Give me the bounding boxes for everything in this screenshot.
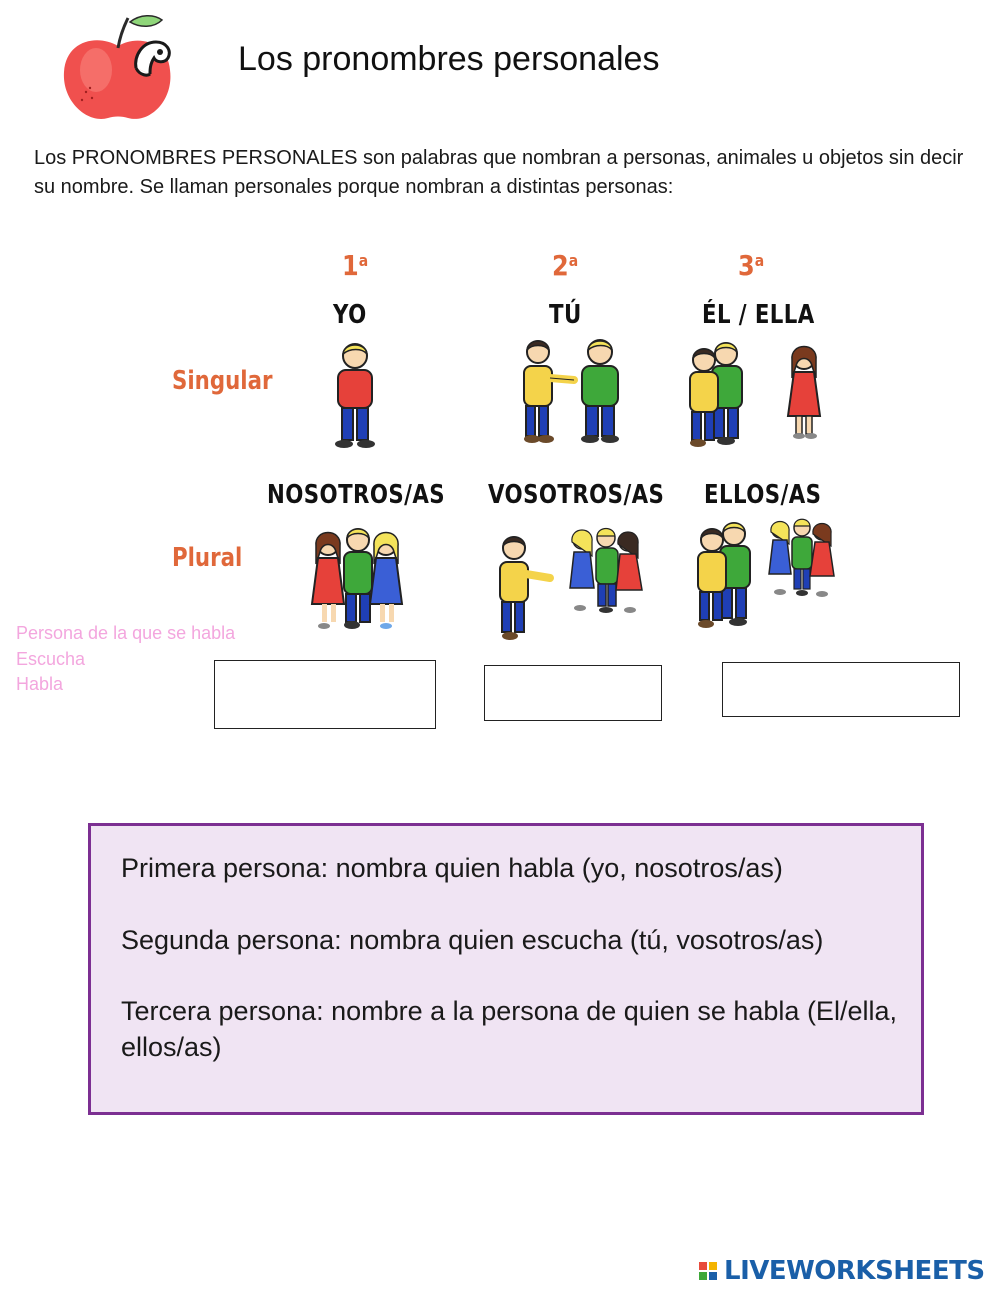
pronoun-nosotros: NOSOTROS/AS xyxy=(267,480,446,510)
drop-box-third-person[interactable] xyxy=(722,662,960,717)
ordinal-first: 1$^a$ xyxy=(342,249,369,283)
boys-and-children-group-figure xyxy=(694,518,840,636)
rule-primera-persona: Primera persona: nombra quien habla (yo, nosotros/as) xyxy=(121,853,783,883)
boys-and-girl-figure xyxy=(686,338,826,450)
liveworksheets-logo xyxy=(698,1254,985,1288)
apple-with-worm-icon xyxy=(58,12,178,127)
boy-speaking-figure xyxy=(320,340,390,452)
option-habla[interactable]: Habla xyxy=(16,674,64,694)
drop-box-first-person[interactable] xyxy=(214,660,436,729)
rule-segunda-persona: Segunda persona: nombra quien escucha (tú, vosotros/as) xyxy=(121,925,824,955)
option-persona-de-la-que-se-habla[interactable]: Persona de la que se habla xyxy=(16,623,236,643)
pronoun-el-ella: ÉL / ELLA xyxy=(702,300,815,330)
three-children-group-figure xyxy=(310,526,406,634)
page-title: Los pronombres personales xyxy=(238,40,660,78)
plural-label: Plural xyxy=(172,543,243,573)
pronoun-yo: YO xyxy=(333,300,367,330)
intro-paragraph: Los PRONOMBRES PERSONALES son palabras que nombran a personas, animales u objetos sin decir su nombre. Se llaman personales porque nombran a distintas personas: xyxy=(34,147,964,198)
logo-squares-icon xyxy=(698,1261,720,1281)
drop-box-second-person[interactable] xyxy=(484,665,662,721)
pronoun-vosotros: VOSOTROS/AS xyxy=(488,480,665,510)
ordinal-third: 3$^a$ xyxy=(738,249,765,283)
ordinal-second: 2$^a$ xyxy=(552,249,579,283)
logo-text: LIVEWORKSHEETS xyxy=(724,1256,985,1286)
rule-tercera-persona: Tercera persona: nombre a la persona de quien se habla (El/ella, ellos/as) xyxy=(121,996,897,1062)
pronoun-tu: TÚ xyxy=(549,300,582,330)
boy-pointing-at-group-figure xyxy=(496,526,646,644)
pronoun-ellos: ELLOS/AS xyxy=(704,480,822,510)
singular-label: Singular xyxy=(172,366,273,396)
option-escucha[interactable]: Escucha xyxy=(16,649,86,669)
rules-box xyxy=(88,823,924,1115)
two-boys-pointing-figure xyxy=(518,336,628,448)
